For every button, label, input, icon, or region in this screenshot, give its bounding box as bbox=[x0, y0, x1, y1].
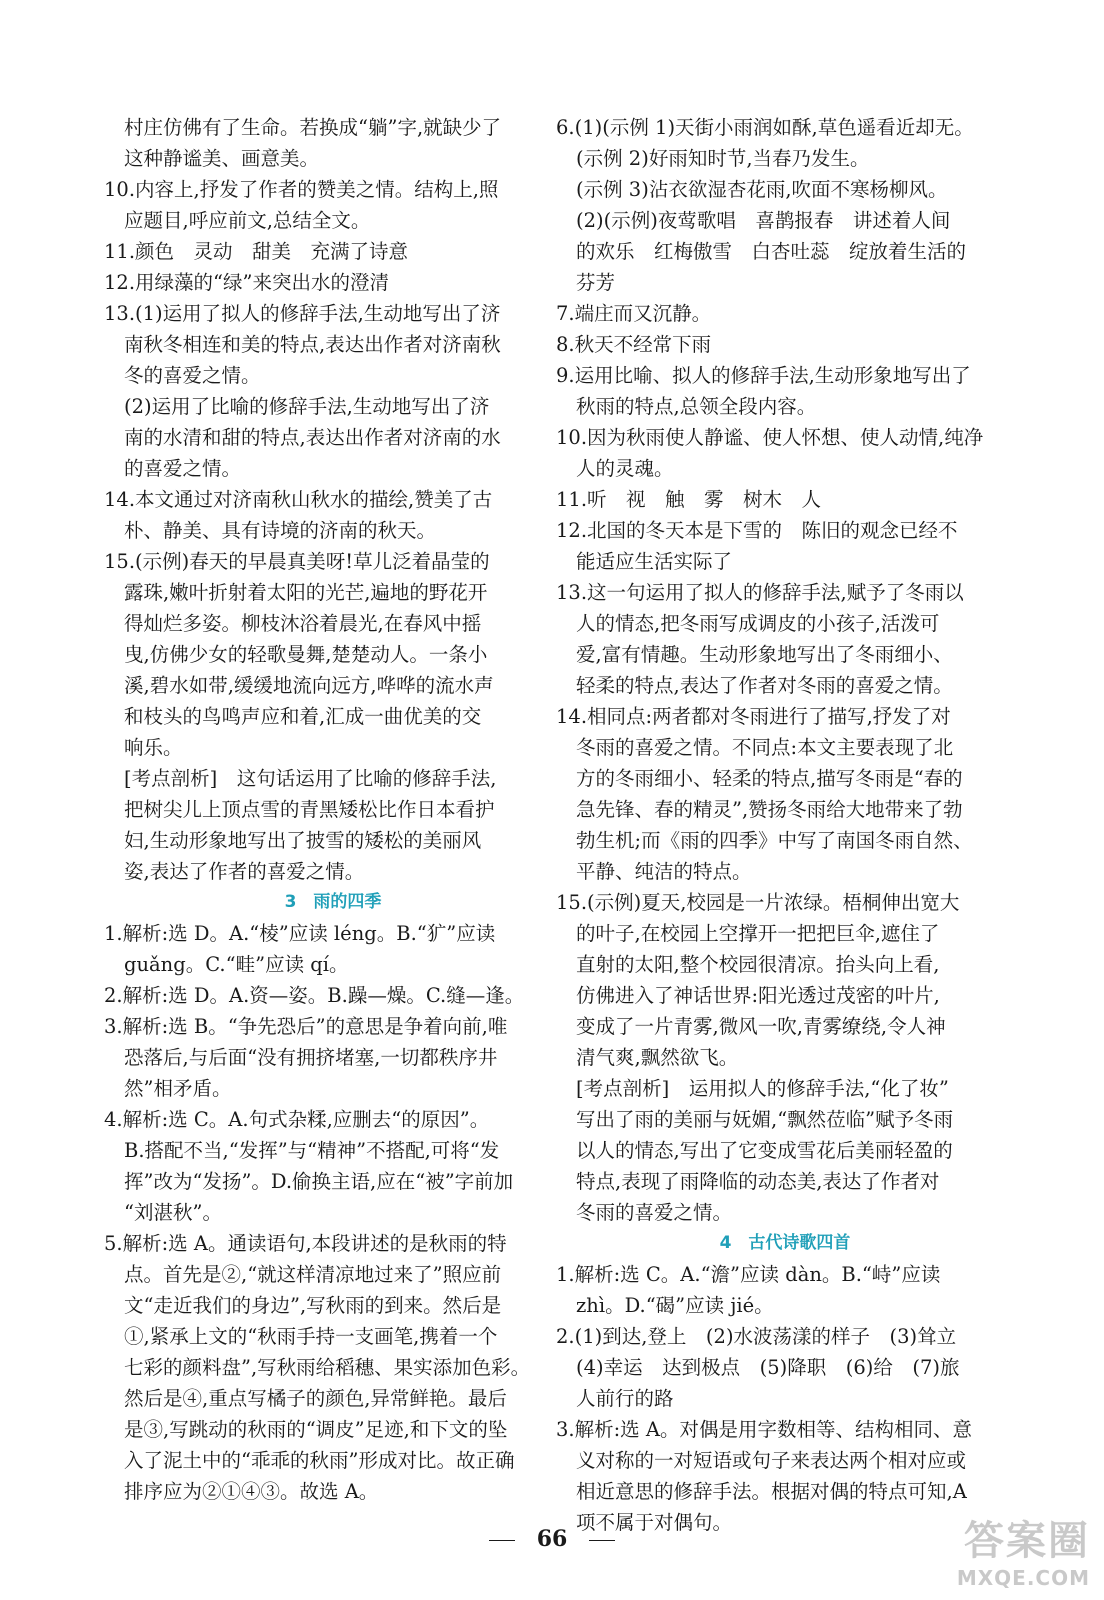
answer-line: 2.(1)到达,登上 (2)水波荡漾的样子 (3)耸立 bbox=[556, 1325, 957, 1348]
answer-line-continuation: 轻柔的特点,表达了作者对冬雨的喜爱之情。 bbox=[576, 674, 953, 697]
answer-line-continuation: guǎng。C.“畦”应读 qí。 bbox=[124, 953, 349, 976]
answer-line-continuation: 露珠,嫩叶折射着太阳的光芒,遍地的野花开 bbox=[124, 581, 488, 604]
answer-line-continuation: (4)幸运 达到极点 (5)降职 (6)给 (7)旅 bbox=[576, 1356, 960, 1379]
answer-line-continuation: 南秋冬相连和美的特点,表达出作者对济南秋 bbox=[124, 333, 501, 356]
answer-line: 7.端庄而又沉静。 bbox=[556, 302, 712, 325]
answer-line-continuation: 朴、静美、具有诗境的济南的秋天。 bbox=[124, 519, 437, 542]
answer-line-continuation: zhì。D.“碣”应读 jié。 bbox=[576, 1294, 774, 1317]
footer-dash-right bbox=[589, 1540, 615, 1541]
section-heading: 3 雨的四季 bbox=[284, 892, 382, 912]
left-column bbox=[104, 112, 562, 1507]
answer-line: 10.内容上,抒发了作者的赞美之情。结构上,照 bbox=[104, 178, 499, 201]
answer-line-continuation: (示例 3)沾衣欲湿杏花雨,吹面不寒杨柳风。 bbox=[576, 178, 948, 201]
answer-line-continuation: 平静、纯洁的特点。 bbox=[576, 860, 752, 883]
answer-line-continuation: 七彩的颜料盘”,写秋雨给稻穗、果实添加色彩。 bbox=[124, 1356, 531, 1379]
page-number: 66 bbox=[536, 1526, 568, 1552]
answer-line-continuation: 排序应为②①④③。故选 A。 bbox=[124, 1480, 379, 1503]
answer-line: 3.解析:选 B。“争先恐后”的意思是争着向前,唯 bbox=[104, 1015, 508, 1038]
watermark-logo-text: 答案圈 bbox=[964, 1518, 1090, 1564]
answer-line: 11.听 视 触 雾 树木 人 bbox=[556, 488, 822, 511]
answer-line: 3.解析:选 A。对偶是用字数相等、结构相同、意 bbox=[556, 1418, 972, 1441]
answer-line-continuation: 方的冬雨细小、轻柔的特点,描写冬雨是“春的 bbox=[576, 767, 963, 790]
answer-line-continuation: 曳,仿佛少女的轻歌曼舞,楚楚动人。一条小 bbox=[124, 643, 488, 666]
answer-line-continuation: 是③,写跳动的秋雨的“调皮”足迹,和下文的坠 bbox=[124, 1418, 508, 1441]
answer-line-continuation: 能适应生活实际了 bbox=[576, 550, 733, 573]
answer-line-continuation: [考点剖析] 这句话运用了比喻的修辞手法, bbox=[124, 767, 497, 790]
page-footer bbox=[0, 1526, 1104, 1552]
answer-line: 10.因为秋雨使人静谧、使人怀想、使人动情,纯净 bbox=[556, 426, 984, 449]
answer-line: 9.运用比喻、拟人的修辞手法,生动形象地写出了 bbox=[556, 364, 971, 387]
answer-line-continuation: (示例 2)好雨知时节,当春乃发生。 bbox=[576, 147, 870, 170]
answer-line-continuation: 把树尖儿上顶点雪的青黑矮松比作日本看护 bbox=[124, 798, 495, 821]
answer-line-continuation: [考点剖析] 运用拟人的修辞手法,“化了妆” bbox=[576, 1077, 949, 1100]
answer-line-continuation: 挥”改为“发扬”。D.偷换主语,应在“被”字前加 bbox=[124, 1170, 514, 1193]
answer-line-continuation: (2)(示例)夜莺歌唱 喜鹊报春 讲述着人间 bbox=[576, 209, 951, 232]
answer-line-continuation: 冬的喜爱之情。 bbox=[124, 364, 261, 387]
answer-line-continuation: 人的灵魂。 bbox=[576, 457, 674, 480]
answer-line-continuation: 溪,碧水如带,缓缓地流向远方,哗哗的流水声 bbox=[124, 674, 494, 697]
answer-line: 15.(示例)春天的早晨真美呀!草儿泛着晶莹的 bbox=[104, 550, 490, 573]
answer-line-continuation: 冬雨的喜爱之情。 bbox=[576, 1201, 733, 1224]
answer-line-continuation: 响乐。 bbox=[124, 736, 183, 759]
answer-line-continuation: 然”相矛盾。 bbox=[124, 1077, 232, 1100]
answer-line-continuation: 直射的太阳,整个校园很清凉。抬头向上看, bbox=[576, 953, 940, 976]
answer-line-continuation: 仿佛进入了神话世界:阳光透过茂密的叶片, bbox=[576, 984, 940, 1007]
answer-line-continuation: 这种静谧美、画意美。 bbox=[124, 147, 320, 170]
answer-line: 5.解析:选 A。通读语句,本段讲述的是秋雨的特 bbox=[104, 1232, 507, 1255]
answer-line-continuation: 人前行的路 bbox=[576, 1387, 674, 1410]
answer-line-continuation: 芬芳 bbox=[576, 271, 616, 294]
answer-line-continuation: 相近意思的修辞手法。根据对偶的特点可知,A bbox=[576, 1480, 967, 1503]
answer-line: 2.解析:选 D。A.资—姿。B.躁—燥。C.缝—逢。 bbox=[104, 984, 525, 1007]
answer-line-continuation: 的欢乐 红梅傲雪 白杏吐蕊 绽放着生活的 bbox=[576, 240, 967, 263]
watermark-url: MXQE.COM bbox=[956, 1566, 1090, 1590]
answer-line-continuation: 文“走近我们的身边”,写秋雨的到来。然后是 bbox=[124, 1294, 502, 1317]
answer-line-continuation: 和枝头的鸟鸣声应和着,汇成一曲优美的交 bbox=[124, 705, 482, 728]
right-column bbox=[556, 112, 1014, 1538]
footer-dash-left bbox=[489, 1540, 515, 1541]
answer-line-continuation: 的喜爱之情。 bbox=[124, 457, 242, 480]
answer-line-continuation: ①,紧承上文的“秋雨手持一支画笔,携着一个 bbox=[124, 1325, 498, 1348]
answer-line-continuation: (2)运用了比喻的修辞手法,生动地写出了济 bbox=[124, 395, 490, 418]
answer-line-continuation: B.搭配不当,“发挥”与“精神”不搭配,可将“发 bbox=[124, 1139, 500, 1162]
answer-line-continuation: 应题目,呼应前文,总结全文。 bbox=[124, 209, 371, 232]
answer-line-continuation: 村庄仿佛有了生命。若换成“躺”字,就缺少了 bbox=[124, 116, 502, 139]
answer-line-continuation: 写出了雨的美丽与妩媚,“飘然莅临”赋予冬雨 bbox=[576, 1108, 954, 1131]
answer-line-continuation: “刘湛秋”。 bbox=[124, 1201, 222, 1224]
answer-line-continuation: 姿,表达了作者的喜爱之情。 bbox=[124, 860, 365, 883]
answer-line-continuation: 人的情态,把冬雨写成调皮的小孩子,活泼可 bbox=[576, 612, 940, 635]
answer-line-continuation: 南的水清和甜的特点,表达出作者对济南的水 bbox=[124, 426, 501, 449]
answer-line-continuation: 妇,生动形象地写出了披雪的矮松的美丽风 bbox=[124, 829, 482, 852]
answer-line-continuation: 入了泥土中的“乖乖的秋雨”形成对比。故正确 bbox=[124, 1449, 515, 1472]
answer-line: 8.秋天不经常下雨 bbox=[556, 333, 712, 356]
answer-line-continuation: 得灿烂多姿。柳枝沐浴着晨光,在春风中摇 bbox=[124, 612, 482, 635]
answer-line: 13.(1)运用了拟人的修辞手法,生动地写出了济 bbox=[104, 302, 501, 325]
section-heading: 4 古代诗歌四首 bbox=[719, 1233, 851, 1253]
answer-line: 6.(1)(示例 1)天街小雨润如酥,草色遥看近却无。 bbox=[556, 116, 974, 139]
answer-line-continuation: 秋雨的特点,总领全段内容。 bbox=[576, 395, 817, 418]
answer-line: 4.解析:选 C。A.句式杂糅,应删去“的原因”。 bbox=[104, 1108, 490, 1131]
answer-line-continuation: 项不属于对偶句。 bbox=[576, 1511, 733, 1534]
answer-line-continuation: 爱,富有情趣。生动形象地写出了冬雨细小、 bbox=[576, 643, 953, 666]
answer-line-continuation: 恐落后,与后面“没有拥挤堵塞,一切都秩序井 bbox=[124, 1046, 498, 1069]
answer-line: 1.解析:选 D。A.“棱”应读 léng。B.“犷”应读 bbox=[104, 922, 496, 945]
answer-line: 1.解析:选 C。A.“澹”应读 dàn。B.“峙”应读 bbox=[556, 1263, 941, 1286]
answer-line: 14.相同点:两者都对冬雨进行了描写,抒发了对 bbox=[556, 705, 951, 728]
answer-line: 13.这一句运用了拟人的修辞手法,赋予了冬雨以 bbox=[556, 581, 964, 604]
answer-line-continuation: 点。首先是②,“就这样清凉地过来了”照应前 bbox=[124, 1263, 502, 1286]
answer-line-continuation: 义对称的一对短语或句子来表达两个相对应或 bbox=[576, 1449, 967, 1472]
answer-line: 14.本文通过对济南秋山秋水的描绘,赞美了古 bbox=[104, 488, 493, 511]
answer-line-continuation: 以人的情态,写出了它变成雪花后美丽轻盈的 bbox=[576, 1139, 953, 1162]
answer-line-continuation: 勃生机;而《雨的四季》中写了南国冬雨自然、 bbox=[576, 829, 973, 852]
answer-line-continuation: 冬雨的喜爱之情。不同点:本文主要表现了北 bbox=[576, 736, 954, 759]
answer-line-continuation: 变成了一片青雾,微风一吹,青雾缭绕,令人神 bbox=[576, 1015, 946, 1038]
answer-line: 12.北国的冬天本是下雪的 陈旧的观念已经不 bbox=[556, 519, 958, 542]
answer-line-continuation: 然后是④,重点写橘子的颜色,异常鲜艳。最后 bbox=[124, 1387, 507, 1410]
answer-line-continuation: 的叶子,在校园上空撑开一把把巨伞,遮住了 bbox=[576, 922, 940, 945]
answer-line-continuation: 清气爽,飘然欲飞。 bbox=[576, 1046, 739, 1069]
answer-line-continuation: 急先锋、春的精灵”,赞扬冬雨给大地带来了勃 bbox=[576, 798, 963, 821]
answer-line: 12.用绿藻的“绿”来突出水的澄清 bbox=[104, 271, 389, 294]
answer-line: 11.颜色 灵动 甜美 充满了诗意 bbox=[104, 240, 409, 263]
answer-line: 15.(示例)夏天,校园是一片浓绿。梧桐伸出宽大 bbox=[556, 891, 960, 914]
watermark bbox=[957, 1509, 1090, 1590]
answer-line-continuation: 特点,表现了雨降临的动态美,表达了作者对 bbox=[576, 1170, 940, 1193]
